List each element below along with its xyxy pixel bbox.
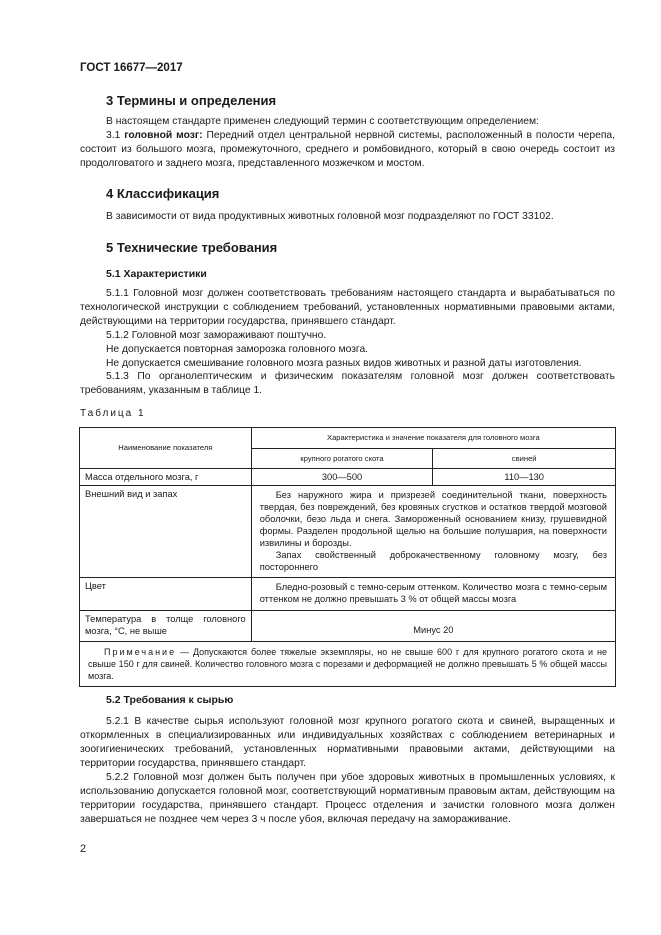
appearance-text: Без наружного жира и призрезей соединительной ткани, поверхность твердая, без повреждений, без кровяных сгустков и остатков твердой мозговой оболочки, безо льда и снега. Замороженный основанием книзу, грушевидной формы. Разделен продольной щелью на большие полушария, на поверхности извилины и борозды. bbox=[259, 490, 607, 548]
row-temperature-name: Температура в толще головного мозга, °С, не выше bbox=[80, 611, 252, 642]
row-color-value: Бледно-розовый с темно-серым оттенком. Количество мозга с темно-серым оттенком не должно превышать 3 % от общей массы мозга bbox=[251, 578, 615, 611]
header-pig: свиней bbox=[433, 449, 616, 469]
table-caption: Таблица 1 bbox=[80, 408, 146, 419]
paragraph-5-1-1: 5.1.1 Головной мозг должен соответствовать требованиям настоящего стандарта и вырабатываться по технологической инструкции с соблюдением требований, установленных нормативными правовыми актами, действующими на территории государства, принявшего стандарт. bbox=[80, 288, 615, 327]
table-header-row bbox=[80, 428, 616, 449]
section-3-heading: 3 Термины и определения bbox=[106, 93, 277, 108]
paragraph-5-1-2-c: Не допускается смешивание головного мозга разных видов животных и разной даты изготовления. bbox=[106, 358, 582, 369]
term-text: Передний отдел центральной нервной системы, расположенный в полости черепа, состоит из большого мозга, промежуточного, среднего и ромбовидного, который в свою очередь состоит из продолговатого и заднего мозга, представленного мозжечком и мостом. bbox=[80, 130, 615, 169]
paragraph-5-1-2-b: Не допускается повторная заморозка головного мозга. bbox=[106, 344, 369, 355]
page-number: 2 bbox=[80, 843, 87, 855]
section-3-intro: В настоящем стандарте применен следующий термин с соответствующим определением: bbox=[106, 116, 539, 127]
subsection-5-1-heading: 5.1 Характеристики bbox=[106, 268, 207, 280]
paragraph-5-2-1: 5.2.1 В качестве сырья используют головной мозг крупного рогатого скота и свиней, выращенных и откормленных в специализированных или индивидуальных хозяйствах с соблюдением ветеринарных и зоогигиенических требований, установленных нормативными правовыми актами, действующими на территории государства, принявшего стандарт. bbox=[80, 716, 615, 769]
table-1 bbox=[79, 427, 616, 687]
table-note-row bbox=[80, 642, 616, 687]
note-text: — Допускаются более тяжелые экземпляры, но не свыше 600 г для крупного рогатого скота и не свыше 150 г для свиней. Количество головного мозга с порезами и деформацией не должно превышать 5 % общей массы мозга. bbox=[88, 647, 607, 681]
document-code: ГОСТ 16677—2017 bbox=[80, 62, 183, 74]
section-4-heading: 4 Классификация bbox=[106, 186, 220, 201]
term-definition bbox=[80, 129, 615, 171]
smell-text: Запах свойственный доброкачественному головному мозгу, без постороннего bbox=[259, 550, 607, 572]
term-name: головной мозг: bbox=[124, 130, 203, 141]
row-mass-pig: 110—130 bbox=[433, 469, 616, 486]
table-row bbox=[80, 469, 616, 486]
paragraph-5-1-3: 5.1.3 По органолептическим и физическим показателям головной мозг должен соответствовать требованиям, указанным в таблице 1. bbox=[80, 371, 615, 396]
section-4-text: В зависимости от вида продуктивных животных головной мозг подразделяют по ГОСТ 33102. bbox=[106, 211, 554, 222]
table-row bbox=[80, 611, 616, 642]
row-appearance-value bbox=[251, 486, 615, 578]
paragraph-5-2-2: 5.2.2 Головной мозг должен быть получен при убое здоровых животных в промышленных условиях, к использованию допускается головной мозг, соответствующий нормативным правовым актам, действующим на территории государства, принявшего стандарт. Процесс отделения и зачистки головного мозга должен завершаться не позднее чем через 3 ч после убоя, включая передачу на замораживание. bbox=[80, 772, 615, 825]
table-note bbox=[80, 642, 616, 687]
row-color-name: Цвет bbox=[80, 578, 252, 611]
table-row bbox=[80, 578, 616, 611]
note-label: Примечание bbox=[104, 647, 177, 657]
subsection-5-2-heading: 5.2 Требования к сырью bbox=[106, 694, 234, 706]
row-mass-name: Масса отдельного мозга, г bbox=[80, 469, 252, 486]
header-group: Характеристика и значение показателя для головного мозга bbox=[251, 428, 615, 449]
section-5-heading: 5 Технические требования bbox=[106, 240, 278, 255]
term-number: 3.1 bbox=[106, 130, 125, 141]
row-temperature-value: Минус 20 bbox=[251, 611, 615, 642]
table-row bbox=[80, 486, 616, 578]
row-mass-cattle: 300—500 bbox=[251, 469, 433, 486]
paragraph-5-1-2: 5.1.2 Головной мозг замораживают поштучно. bbox=[106, 330, 327, 341]
row-appearance-name: Внешний вид и запах bbox=[80, 486, 252, 578]
header-cattle: крупного рогатого скота bbox=[251, 449, 433, 469]
header-parameter-name: Наименование показателя bbox=[80, 428, 252, 469]
